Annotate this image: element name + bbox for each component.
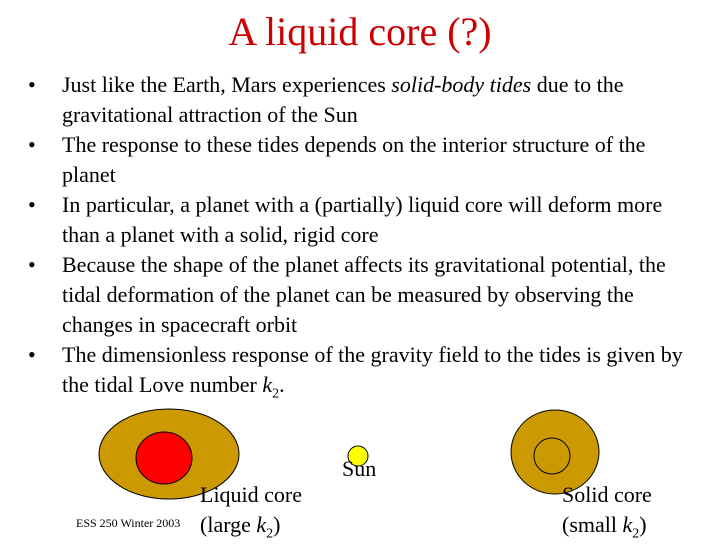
- liquid-label-sub: 2: [266, 526, 274, 542]
- solid-label-sub: 2: [632, 526, 640, 542]
- bullet-item: [24, 70, 704, 130]
- liquid-core-label-line2: [200, 510, 302, 549]
- liquid-label-suffix: ): [273, 512, 281, 537]
- solid-core: [534, 438, 570, 474]
- sun-label: Sun: [342, 456, 377, 481]
- bullet-text: Just like the Earth, Mars experiences: [62, 72, 392, 97]
- liquid-core-label-line1: Liquid core: [200, 482, 303, 507]
- bullet-dot: •: [28, 342, 36, 367]
- liquid-core: [136, 432, 192, 484]
- bullet-emphasis: solid-body tides: [391, 72, 532, 97]
- bullet-dot: •: [28, 132, 36, 157]
- solid-core-label: [562, 480, 652, 549]
- solid-core-label-line1: Solid core: [562, 482, 652, 507]
- bullet-item: [24, 130, 704, 190]
- bullet-text-end: .: [279, 372, 285, 397]
- love-number-subscript: 2: [272, 386, 280, 402]
- bullet-text: The response to these tides depends on the interior structure of the planet: [62, 132, 646, 187]
- slide-title: A liquid core (?): [228, 9, 492, 54]
- solid-core-label-line2: [562, 510, 652, 549]
- bullet-text: Because the shape of the planet affects its gravitational potential, the tidal deformation of the planet can be measured by observing the changes in spacecraft orbit: [62, 252, 666, 337]
- bullet-dot: •: [28, 192, 36, 217]
- solid-label-suffix: ): [639, 512, 647, 537]
- bullet-text-end: due to the gravitational attraction of the Sun: [62, 72, 624, 127]
- bullet-list: [24, 70, 704, 409]
- bullet-text: In particular, a planet with a (partially) liquid core will deform more than a planet with a solid, rigid core: [62, 192, 663, 247]
- bullet-text: The dimensionless response of the gravity field to the tides is given by the tidal Love number: [62, 342, 683, 397]
- solid-label-prefix: (small: [562, 512, 623, 537]
- love-number-k: k: [262, 372, 273, 397]
- liquid-label-k: k: [256, 512, 267, 537]
- bullet-item: [24, 190, 704, 250]
- solid-label-k: k: [622, 512, 633, 537]
- bullet-dot: •: [28, 72, 36, 97]
- liquid-label-prefix: (large: [200, 512, 257, 537]
- bullet-dot: •: [28, 252, 36, 277]
- footer-course-label: ESS 250 Winter 2003: [76, 516, 181, 530]
- bullet-item: [24, 340, 704, 409]
- bullet-item: [24, 250, 704, 340]
- liquid-core-label: [200, 480, 302, 549]
